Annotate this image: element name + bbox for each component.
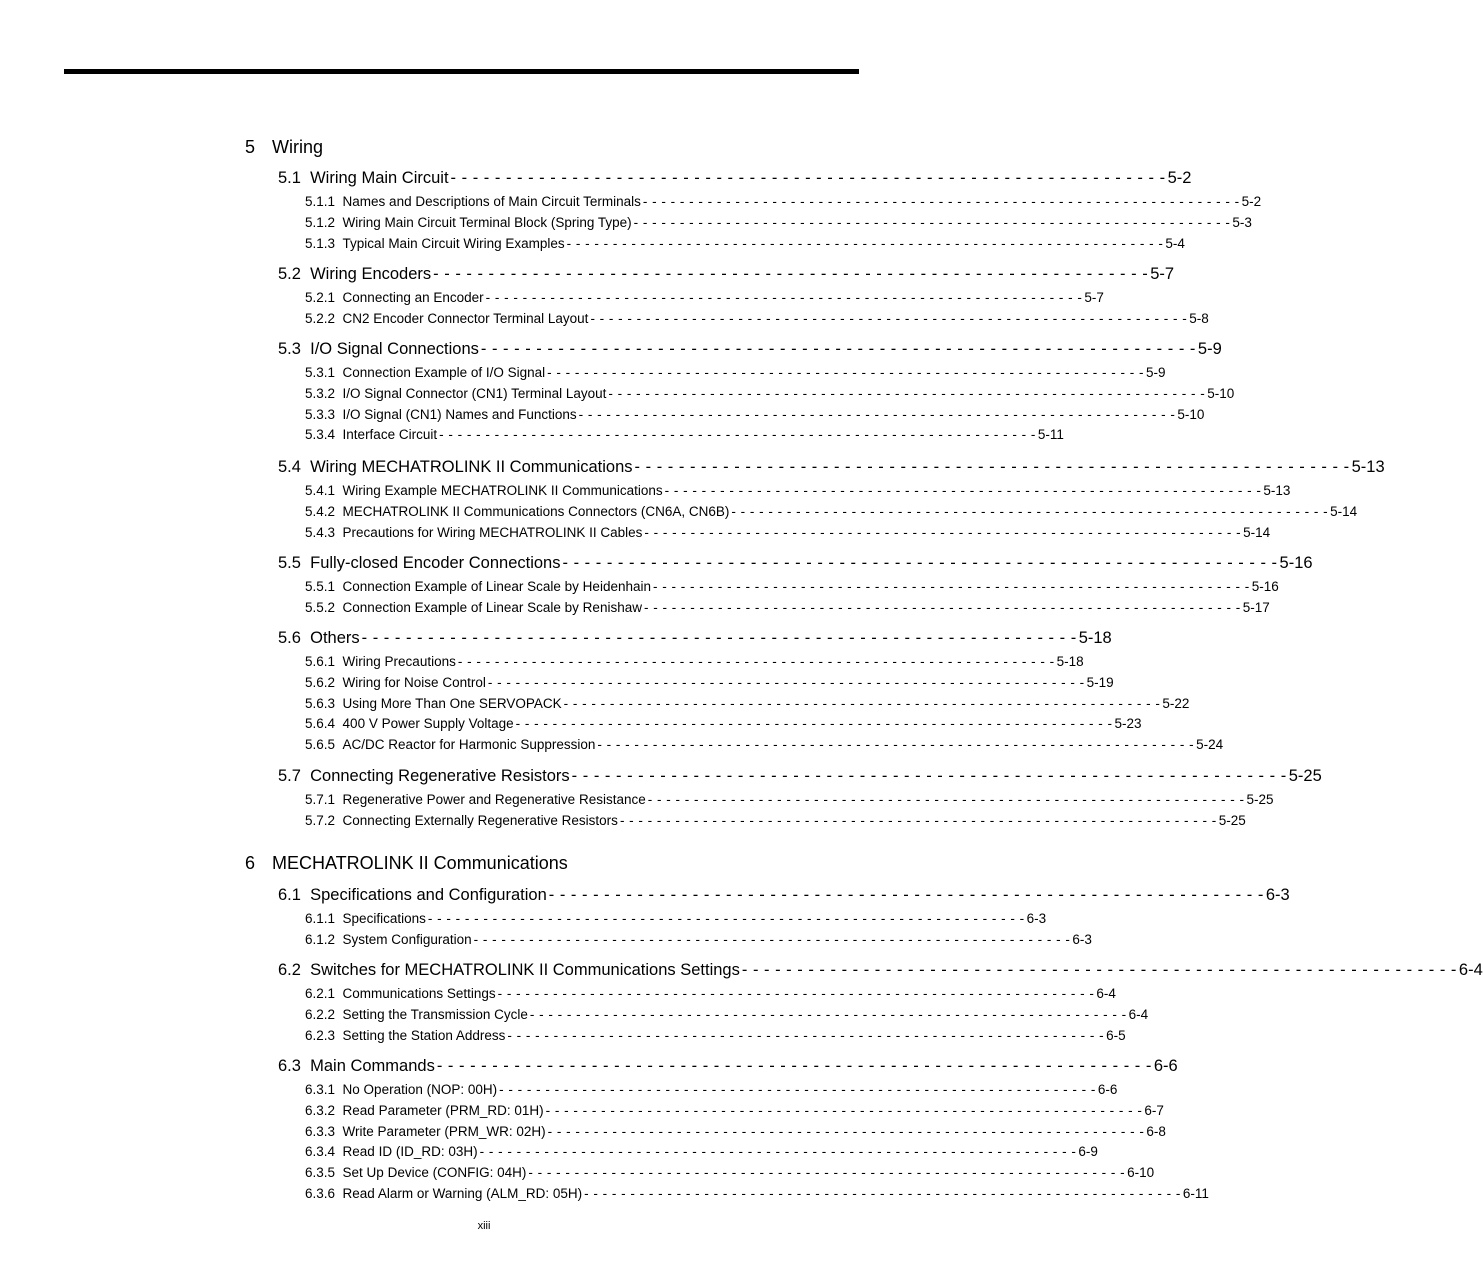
chapter-number: 6 [245,853,256,873]
subsection-entry-page: 5-24 [1196,737,1224,753]
page-number: xiii [477,1220,491,1232]
subsection-entry-number: 6.3.3 [305,1123,336,1139]
subsection-entry[interactable] [305,654,1084,669]
subsection-entry-number: 5.4.3 [305,524,336,540]
section-entry-number: 6.3 [278,1057,301,1075]
section-entry-text: Specifications and Configuration [310,886,547,904]
subsection-entry-number: 5.6.1 [305,654,336,669]
dot-leader: - - - - - - - - - - - - - - - - - - - - - - - - - - - - - - - - - - - - - - - - - - - - - - - - - - - - - - - - - - - - - - - - - [450,169,1166,187]
subsection-entry[interactable] [305,911,1047,926]
subsection-entry-title [305,675,486,690]
subsection-entry[interactable] [305,365,1166,380]
subsection-entry-title [305,792,646,807]
subsection-entry[interactable] [305,1082,1118,1097]
subsection-entry[interactable] [305,214,1252,230]
subsection-entry-text: Setting the Transmission Cycle [342,1006,528,1022]
subsection-entry-number: 6.3.2 [305,1102,336,1118]
section-entry[interactable] [278,458,1385,477]
subsection-entry-title [305,504,729,519]
subsection-entry-text: Interface Circuit [342,427,438,443]
subsection-entry[interactable] [305,737,1224,753]
dot-leader: - - - - - - - - - - - - - - - - - - - - - - - - - - - - - - - - - - - - - - - - - - - - - - - - - - - - - - - - - - - - - - - - - [497,986,1095,1001]
section-entry-title [278,1057,435,1076]
subsection-entry-page: 6-5 [1106,1027,1126,1043]
subsection-entry-page: 5-9 [1145,365,1166,380]
dot-leader: - - - - - - - - - - - - - - - - - - - - - - - - - - - - - - - - - - - - - - - - - - - - - - - - - - - - - - - - - - - - - - - - - [545,1102,1143,1118]
subsection-entry-page: 5-18 [1056,654,1084,669]
section-entry-number: 5.6 [278,629,301,647]
dot-leader: - - - - - - - - - - - - - - - - - - - - - - - - - - - - - - - - - - - - - - - - - - - - - - - - - - - - - - - - - - - - - - - - - [528,1165,1126,1181]
subsection-entry-text: MECHATROLINK II Communications Connectors (CN6A, CN6B) [342,503,730,519]
subsection-entry-page: 5-25 [1218,812,1246,828]
dot-leader: - - - - - - - - - - - - - - - - - - - - - - - - - - - - - - - - - - - - - - - - - - - - - - - - - - - - - - - - - - - - - - - - - [741,961,1457,979]
subsection-entry-title [305,290,484,305]
subsection-entry-text: Read Alarm or Warning (ALM_RD: 05H) [342,1186,583,1201]
subsection-entry-title [305,311,588,326]
subsection-entry[interactable] [305,385,1235,401]
chapter-heading[interactable] [245,853,568,874]
subsection-entry-title [305,483,663,498]
dot-leader: - - - - - - - - - - - - - - - - - - - - - - - - - - - - - - - - - - - - - - - - - - - - - - - - - - - - - - - - - - - - - - - - - [566,235,1164,251]
subsection-entry-title [305,986,496,1001]
subsection-entry-title [305,236,565,251]
section-entry-title [278,169,449,188]
section-entry[interactable] [278,629,1112,648]
subsection-entry-page: 5-3 [1232,214,1252,230]
dot-leader: - - - - - - - - - - - - - - - - - - - - - - - - - - - - - - - - - - - - - - - - - - - - - - - - - - - - - - - - - - - - - - - - - [529,1006,1127,1022]
subsection-entry-page: 6-3 [1072,931,1092,947]
section-entry-page: 5-13 [1351,458,1385,476]
section-entry-page: 5-9 [1197,340,1222,358]
subsection-entry-title [305,716,514,731]
subsection-entry-text: Wiring Precautions [342,654,456,669]
subsection-entry-page: 6-10 [1127,1165,1155,1181]
subsection-entry-page: 5-22 [1162,695,1190,711]
dot-leader: - - - - - - - - - - - - - - - - - - - - - - - - - - - - - - - - - - - - - - - - - - - - - - - - - - - - - - - - - - - - - - - - - [653,579,1250,594]
subsection-entry-number: 5.1.1 [305,194,336,209]
subsection-entry-text: Regenerative Power and Regenerative Resistance [342,792,646,807]
subsection-entry-title [305,386,606,401]
subsection-entry[interactable] [305,674,1114,690]
subsection-entry-text: Wiring Main Circuit Terminal Block (Spring Type) [342,214,632,230]
subsection-entry-title [305,194,641,209]
subsection-entry-title [305,1007,528,1022]
subsection-entry[interactable] [305,235,1185,251]
subsection-entry-page: 5-14 [1243,524,1271,540]
subsection-entry[interactable] [305,427,1064,443]
section-entry[interactable] [278,169,1192,188]
subsection-entry-page: 5-13 [1263,483,1291,498]
subsection-entry-number: 6.3.1 [305,1082,336,1097]
section-entry-title [278,340,479,359]
subsection-entry-text: Setting the Station Address [342,1027,506,1043]
subsection-entry-title [305,365,545,380]
subsection-entry[interactable] [305,290,1104,305]
subsection-entry[interactable] [305,1027,1126,1043]
subsection-entry-page: 5-16 [1251,579,1279,594]
subsection-entry-text: Connection Example of Linear Scale by Renishaw [342,599,642,615]
subsection-entry-page: 6-4 [1096,986,1116,1001]
chapter-title: MECHATROLINK II Communications [272,853,568,873]
subsection-entry[interactable] [305,1006,1149,1022]
section-entry[interactable] [278,886,1290,905]
section-entry-text: I/O Signal Connections [310,340,479,358]
subsection-entry-number: 6.3.6 [305,1186,336,1201]
subsection-entry[interactable] [305,524,1271,540]
subsection-entry-text: Wiring Example MECHATROLINK II Communications [342,483,663,498]
subsection-entry-page: 6-8 [1146,1123,1166,1139]
dot-leader: - - - - - - - - - - - - - - - - - - - - - - - - - - - - - - - - - - - - - - - - - - - - - - - - - - - - - - - - - - - - - - - - - [633,214,1231,230]
subsection-entry[interactable] [305,986,1116,1001]
subsection-entry-text: Using More Than One SERVOPACK [342,695,562,711]
section-entry-number: 5.1 [278,169,301,187]
section-entry-text: Fully-closed Encoder Connections [310,554,561,572]
dot-leader: - - - - - - - - - - - - - - - - - - - - - - - - - - - - - - - - - - - - - - - - - - - - - - - - - - - - - - - - - - - - - - - - - [439,427,1036,443]
subsection-entry-text: Connection Example of Linear Scale by Heidenhain [342,579,651,594]
subsection-entry[interactable] [305,579,1279,594]
subsection-entry-number: 5.2.1 [305,290,336,305]
subsection-entry-page: 6-11 [1182,1186,1209,1201]
subsection-entry[interactable] [305,503,1358,519]
subsection-entry-text: System Configuration [342,931,472,947]
subsection-entry-text: Communications Settings [342,986,496,1001]
subsection-entry-title [305,1103,544,1118]
dot-leader: - - - - - - - - - - - - - - - - - - - - - - - - - - - - - - - - - - - - - - - - - - - - - - - - - - - - - - - - - - - - - - - - - [480,340,1196,358]
subsection-entry-number: 6.2.2 [305,1006,336,1022]
subsection-entry-title [305,600,642,615]
subsection-entry-text: Connection Example of I/O Signal [342,365,546,380]
section-entry[interactable] [278,265,1175,284]
section-entry[interactable] [278,767,1322,786]
section-entry-page: 5-16 [1279,554,1313,572]
subsection-entry-number: 5.3.4 [305,427,336,443]
chapter-heading[interactable] [245,137,323,158]
subsection-entry-title [305,1144,478,1159]
subsection-entry[interactable] [305,1165,1155,1181]
section-entry-title [278,554,561,573]
section-entry-number: 5.5 [278,554,301,572]
subsection-entry[interactable] [305,406,1205,422]
top-rule [64,69,859,74]
subsection-entry[interactable] [305,931,1092,947]
subsection-entry-number: 5.3.2 [305,385,336,401]
subsection-entry-number: 5.6.5 [305,737,336,753]
dot-leader: - - - - - - - - - - - - - - - - - - - - - - - - - - - - - - - - - - - - - - - - - - - - - - - - - - - - - - - - - - - - - - - - - [548,886,1264,904]
section-entry[interactable] [278,340,1222,359]
section-entry-page: 5-18 [1078,629,1112,647]
section-entry-title [278,629,360,648]
subsection-entry[interactable] [305,1123,1166,1139]
subsection-entry-title [305,696,562,711]
section-entry-text: Connecting Regenerative Resistors [310,767,570,785]
dot-leader: - - - - - - - - - - - - - - - - - - - - - - - - - - - - - - - - - - - - - - - - - - - - - - - - - - - - - - - - - - - - - - - - - [507,1027,1105,1043]
subsection-entry-title [305,1082,497,1097]
subsection-entry-text: Set Up Device (CONFIG: 04H) [342,1165,527,1181]
subsection-entry-number: 5.4.1 [305,483,336,498]
subsection-entry[interactable] [305,716,1142,732]
subsection-entry-title [305,813,618,828]
section-entry-text: Wiring Encoders [310,265,432,283]
dot-leader: - - - - - - - - - - - - - - - - - - - - - - - - - - - - - - - - - - - - - - - - - - - - - - - - - - - - - - - - - - - - - - - - - [584,1186,1181,1201]
dot-leader: - - - - - - - - - - - - - - - - - - - - - - - - - - - - - - - - - - - - - - - - - - - - - - - - - - - - - - - - - - - - - - - - - [499,1082,1096,1097]
subsection-entry[interactable] [305,1102,1164,1118]
subsection-entry-page: 5-11 [1037,427,1064,443]
subsection-entry-text: No Operation (NOP: 00H) [342,1082,498,1097]
section-entry-text: Main Commands [310,1057,435,1075]
subsection-entry-text: Connecting an Encoder [342,290,484,305]
chapter-number: 5 [245,137,256,157]
dot-leader: - - - - - - - - - - - - - - - - - - - - - - - - - - - - - - - - - - - - - - - - - - - - - - - - - - - - - - - - - - - - - - - - - [485,290,1083,305]
subsection-entry-title [305,911,426,926]
subsection-entry-text: I/O Signal Connector (CN1) Terminal Layout [342,385,607,401]
dot-leader: - - - - - - - - - - - - - - - - - - - - - - - - - - - - - - - - - - - - - - - - - - - - - - - - - - - - - - - - - - - - - - - - - [563,695,1161,711]
section-entry[interactable] [278,1057,1178,1076]
section-entry-title [278,767,570,786]
subsection-entry-number: 5.2.2 [305,310,336,326]
subsection-entry[interactable] [305,695,1190,711]
section-entry-number: 5.7 [278,767,301,785]
subsection-entry[interactable] [305,310,1209,326]
subsection-entry-number: 5.1.3 [305,235,336,251]
dot-leader: - - - - - - - - - - - - - - - - - - - - - - - - - - - - - - - - - - - - - - - - - - - - - - - - - - - - - - - - - - - - - - - - - [479,1144,1077,1160]
section-entry-text: Wiring Main Circuit [310,169,449,187]
section-entry-title [278,886,547,905]
subsection-entry-title [305,737,595,752]
subsection-entry[interactable] [305,194,1262,209]
dot-leader: - - - - - - - - - - - - - - - - - - - - - - - - - - - - - - - - - - - - - - - - - - - - - - - - - - - - - - - - - - - - - - - - - [571,767,1287,785]
subsection-entry-title [305,215,632,230]
subsection-entry-number: 5.1.2 [305,214,336,230]
section-entry-title [278,265,431,284]
dot-leader: - - - - - - - - - - - - - - - - - - - - - - - - - - - - - - - - - - - - - - - - - - - - - - - - - - - - - - - - - - - - - - - - - [647,792,1245,807]
subsection-entry-text: Connecting Externally Regenerative Resistors [342,812,618,828]
section-entry-page: 5-2 [1167,169,1192,187]
subsection-entry-text: Typical Main Circuit Wiring Examples [342,235,565,251]
dot-leader: - - - - - - - - - - - - - - - - - - - - - - - - - - - - - - - - - - - - - - - - - - - - - - - - - - - - - - - - - - - - - - - - - [642,194,1240,209]
section-entry-text: Wiring MECHATROLINK II Communications [310,458,633,476]
section-entry-title [278,961,740,980]
subsection-entry-title [305,579,651,594]
subsection-entry-page: 6-9 [1078,1144,1098,1160]
subsection-entry[interactable] [305,483,1291,498]
subsection-entry-page: 5-19 [1086,674,1114,690]
subsection-entry-page: 6-7 [1144,1102,1164,1118]
dot-leader: - - - - - - - - - - - - - - - - - - - - - - - - - - - - - - - - - - - - - - - - - - - - - - - - - - - - - - - - - - - - - - - - - [634,458,1350,476]
dot-leader: - - - - - - - - - - - - - - - - - - - - - - - - - - - - - - - - - - - - - - - - - - - - - - - - - - - - - - - - - - - - - - - - - [644,524,1242,540]
dot-leader: - - - - - - - - - - - - - - - - - - - - - - - - - - - - - - - - - - - - - - - - - - - - - - - - - - - - - - - - - - - - - - - - - [515,716,1113,732]
subsection-entry-number: 5.5.2 [305,599,336,615]
subsection-entry-page: 5-4 [1165,235,1185,251]
dot-leader: - - - - - - - - - - - - - - - - - - - - - - - - - - - - - - - - - - - - - - - - - - - - - - - - - - - - - - - - - - - - - - - - - [608,385,1206,401]
dot-leader: - - - - - - - - - - - - - - - - - - - - - - - - - - - - - - - - - - - - - - - - - - - - - - - - - - - - - - - - - - - - - - - - - [731,503,1329,519]
subsection-entry-text: AC/DC Reactor for Harmonic Suppression [342,737,596,753]
dot-leader: - - - - - - - - - - - - - - - - - - - - - - - - - - - - - - - - - - - - - - - - - - - - - - - - - - - - - - - - - - - - - - - - - [562,554,1278,572]
subsection-entry[interactable] [305,812,1246,828]
dot-leader: - - - - - - - - - - - - - - - - - - - - - - - - - - - - - - - - - - - - - - - - - - - - - - - - - - - - - - - - - - - - - - - - - [547,365,1144,380]
subsection-entry[interactable] [305,599,1270,615]
section-entry-number: 6.2 [278,961,301,979]
subsection-entry-number: 5.6.2 [305,674,336,690]
subsection-entry-text: Read ID (ID_RD: 03H) [342,1144,478,1160]
section-entry-text: Switches for MECHATROLINK II Communications Settings [310,961,740,979]
subsection-entry-title [305,1124,546,1139]
dot-leader: - - - - - - - - - - - - - - - - - - - - - - - - - - - - - - - - - - - - - - - - - - - - - - - - - - - - - - - - - - - - - - - - - [619,812,1217,828]
subsection-entry-text: I/O Signal (CN1) Names and Functions [342,406,577,422]
section-entry-page: 5-7 [1150,265,1175,283]
subsection-entry-page: 5-2 [1241,194,1262,209]
subsection-entry-number: 6.1.2 [305,931,336,947]
dot-leader: - - - - - - - - - - - - - - - - - - - - - - - - - - - - - - - - - - - - - - - - - - - - - - - - - - - - - - - - - - - - - - - - - [590,310,1188,326]
subsection-entry-text: Write Parameter (PRM_WR: 02H) [342,1123,546,1139]
section-entry-page: 5-25 [1288,767,1322,785]
subsection-entry-page: 5-25 [1246,792,1274,807]
subsection-entry[interactable] [305,1186,1209,1201]
section-entry-number: 6.1 [278,886,301,904]
subsection-entry-number: 5.6.4 [305,716,336,732]
dot-leader: - - - - - - - - - - - - - - - - - - - - - - - - - - - - - - - - - - - - - - - - - - - - - - - - - - - - - - - - - - - - - - - - - [473,931,1071,947]
subsection-entry-number: 5.3.1 [305,365,336,380]
section-entry-number: 5.2 [278,265,301,283]
subsection-entry-number: 5.7.2 [305,812,336,828]
subsection-entry-page: 5-8 [1189,310,1209,326]
subsection-entry-text: CN2 Encoder Connector Terminal Layout [342,310,589,326]
subsection-entry-number: 5.5.1 [305,579,336,594]
subsection-entry-number: 5.3.3 [305,406,336,422]
subsection-entry-title [305,1165,526,1180]
subsection-entry-number: 5.6.3 [305,695,336,711]
dot-leader: - - - - - - - - - - - - - - - - - - - - - - - - - - - - - - - - - - - - - - - - - - - - - - - - - - - - - - - - - - - - - - - - - [597,737,1195,753]
section-entry-text: Others [310,629,360,647]
subsection-entry-number: 6.3.5 [305,1165,336,1181]
dot-leader: - - - - - - - - - - - - - - - - - - - - - - - - - - - - - - - - - - - - - - - - - - - - - - - - - - - - - - - - - - - - - - - - - [487,674,1085,690]
subsection-entry-title [305,427,437,442]
subsection-entry-title [305,654,456,669]
dot-leader: - - - - - - - - - - - - - - - - - - - - - - - - - - - - - - - - - - - - - - - - - - - - - - - - - - - - - - - - - - - - - - - - - [427,911,1025,926]
subsection-entry-page: 6-3 [1026,911,1047,926]
section-entry-title [278,458,633,477]
subsection-entry-page: 5-7 [1084,290,1104,305]
subsection-entry-text: 400 V Power Supply Voltage [342,716,514,732]
subsection-entry-page: 5-10 [1207,385,1235,401]
subsection-entry-text: Wiring for Noise Control [342,674,486,690]
dot-leader: - - - - - - - - - - - - - - - - - - - - - - - - - - - - - - - - - - - - - - - - - - - - - - - - - - - - - - - - - - - - - - - - - [457,654,1055,669]
chapter-title: Wiring [272,137,324,157]
section-entry-number: 5.3 [278,340,301,358]
section-entry-number: 5.4 [278,458,301,476]
dot-leader: - - - - - - - - - - - - - - - - - - - - - - - - - - - - - - - - - - - - - - - - - - - - - - - - - - - - - - - - - - - - - - - - - [433,265,1149,283]
section-entry-page: 6-3 [1265,886,1290,904]
dot-leader: - - - - - - - - - - - - - - - - - - - - - - - - - - - - - - - - - - - - - - - - - - - - - - - - - - - - - - - - - - - - - - - - - [578,406,1176,422]
subsection-entry-title [305,1028,505,1043]
section-entry-page: 6-6 [1153,1057,1178,1075]
subsection-entry[interactable] [305,792,1274,807]
subsection-entry-page: 6-4 [1128,1006,1149,1022]
dot-leader: - - - - - - - - - - - - - - - - - - - - - - - - - - - - - - - - - - - - - - - - - - - - - - - - - - - - - - - - - - - - - - - - - [664,483,1262,498]
section-entry[interactable] [278,554,1313,573]
subsection-entry-page: 5-23 [1114,716,1142,732]
dot-leader: - - - - - - - - - - - - - - - - - - - - - - - - - - - - - - - - - - - - - - - - - - - - - - - - - - - - - - - - - - - - - - - - - [547,1123,1145,1139]
subsection-entry-number: 6.1.1 [305,911,336,926]
subsection-entry-text: Specifications [342,911,426,926]
subsection-entry-page: 5-10 [1177,406,1205,422]
subsection-entry-number: 6.3.4 [305,1144,336,1160]
subsection-entry-number: 5.7.1 [305,792,336,807]
dot-leader: - - - - - - - - - - - - - - - - - - - - - - - - - - - - - - - - - - - - - - - - - - - - - - - - - - - - - - - - - - - - - - - - - [643,599,1241,615]
subsection-entry-number: 5.4.2 [305,503,336,519]
dot-leader: - - - - - - - - - - - - - - - - - - - - - - - - - - - - - - - - - - - - - - - - - - - - - - - - - - - - - - - - - - - - - - - - - [361,629,1077,647]
subsection-entry-text: Precautions for Wiring MECHATROLINK II Cables [342,524,643,540]
subsection-entry[interactable] [305,1144,1098,1160]
dot-leader: - - - - - - - - - - - - - - - - - - - - - - - - - - - - - - - - - - - - - - - - - - - - - - - - - - - - - - - - - - - - - - - - - [436,1057,1152,1075]
subsection-entry-title [305,1186,582,1201]
subsection-entry-title [305,932,472,947]
subsection-entry-text: Names and Descriptions of Main Circuit Terminals [342,194,641,209]
subsection-entry-number: 6.2.3 [305,1027,336,1043]
subsection-entry-number: 6.2.1 [305,986,336,1001]
section-entry[interactable] [278,961,1483,980]
subsection-entry-page: 5-14 [1330,503,1358,519]
subsection-entry-title [305,525,642,540]
subsection-entry-page: 6-6 [1097,1082,1118,1097]
subsection-entry-text: Read Parameter (PRM_RD: 01H) [342,1102,544,1118]
subsection-entry-title [305,407,577,422]
subsection-entry-page: 5-17 [1242,599,1270,615]
section-entry-page: 6-4 [1458,961,1483,979]
